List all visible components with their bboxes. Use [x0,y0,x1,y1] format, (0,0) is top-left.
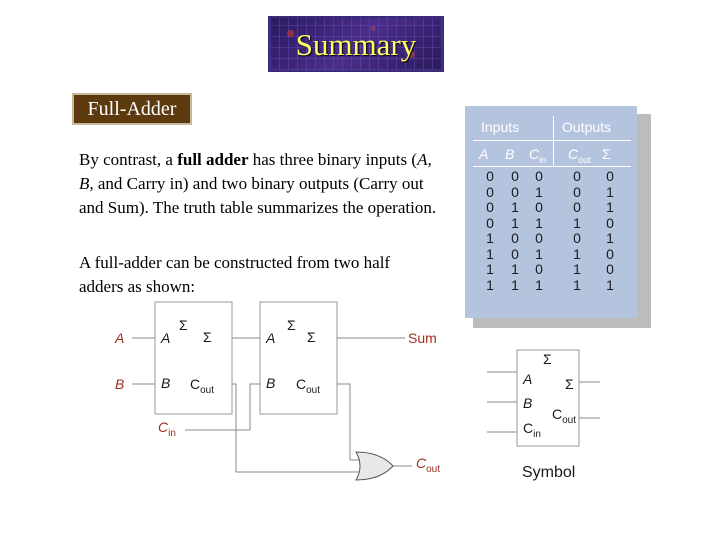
truth-table-cell: 1 [535,276,543,293]
truth-table-cell: 1 [511,214,519,231]
truth-table-cell: 1 [486,245,494,262]
truth-table-cell: 0 [486,168,494,184]
cout-output-label: $C_{out}$ [416,455,441,475]
paragraph-bold-term: full adder [177,150,249,169]
truth-table-cell: 1 [535,245,543,262]
truth-table-cell: 0 [486,183,494,200]
input-cin-label: $C_{in}$ [158,419,176,439]
truth-table-cell: 0 [511,168,519,184]
truth-table-cell: 0 [511,230,519,246]
col-cin-sub: in [539,154,547,165]
ha2-sigma-top: Σ [287,317,296,333]
truth-table-cell: 1 [535,214,543,231]
truth-table-cell: 0 [535,199,543,215]
outputs-header: Outputs [562,119,612,135]
ha1-sum-label: Σ [203,329,212,345]
section-label: Full-Adder [72,93,192,125]
symbol-caption: Symbol [522,464,576,481]
or-gate [356,452,393,480]
truth-table-cell: 1 [606,276,614,293]
truth-table-cell: 1 [606,183,614,200]
truth-table-cell: 0 [606,261,614,277]
truth-table-cell: 1 [486,230,494,246]
paragraph-text: and Carry in) and two binary outputs (Carry out and Sum). The truth table summarizes the operation. [79,174,437,217]
truth-table-cell: 0 [486,199,494,215]
truth-table-cell: 1 [606,199,614,215]
truth-table-cell: 0 [573,230,581,246]
truth-table-cell: 0 [573,199,581,215]
construction-paragraph: A full-adder can be constructed from two half adders as shown: [79,253,391,296]
paragraph-text: , [427,150,432,169]
truth-table-cell: 1 [573,276,581,293]
sum-output-label: Sum [408,330,437,346]
ha2-a-label: A [266,330,276,346]
symbol-a-label: A [523,371,533,387]
truth-table-cell: 0 [573,168,581,184]
symbol-sum-label: Σ [565,376,574,392]
truth-table-cell: 1 [511,276,519,293]
col-cout-letter: C [568,146,579,162]
truth-table-cell: 0 [535,261,543,277]
symbol-cout-label: $C_{out}$ [552,406,577,426]
truth-table-cell: 0 [486,214,494,231]
paragraph-text: By contrast, a [79,150,178,169]
symbol-b-label: B [523,395,533,411]
truth-table-cell: 1 [573,261,581,277]
paragraph-text: has three binary inputs ( [248,150,418,169]
ha1-cout-label: $C_{out}$ [190,376,215,396]
truth-table-cell: 1 [573,214,581,231]
half-adder-1 [155,302,232,414]
col-cin-letter: C [529,146,540,162]
truth-table-cell: 0 [606,214,614,231]
truth-table-cell: 0 [511,183,519,200]
wire-cout2 [337,384,368,460]
ha2-cout-label: $C_{out}$ [296,376,321,396]
truth-table-cell: 1 [511,261,519,277]
truth-table-cell: 0 [573,183,581,200]
truth-table-cell: 1 [535,183,543,200]
inputs-header: Inputs [481,119,520,135]
col-a-header: A [479,146,489,162]
paragraph-italic: A [417,150,428,169]
truth-table-cell: 0 [511,245,519,262]
symbol-sigma-top: Σ [543,351,552,367]
truth-table-cell: 0 [606,168,614,184]
truth-table-cell: 0 [535,168,543,184]
ha1-sigma-top: Σ [179,317,188,333]
paragraph-italic: B, [79,174,94,193]
half-adder-2 [260,302,337,414]
truth-table-cell: 1 [486,276,494,293]
truth-table-cell: 1 [511,199,519,215]
col-cout-sub: out [578,154,591,165]
col-b-header: B [505,146,515,162]
ha2-sum-label: Σ [307,329,316,345]
symbol-cin-label: $C_{in}$ [523,420,541,440]
slide-title: Summary [295,26,417,62]
col-sum-header: Σ [602,146,611,162]
truth-table-cell: 0 [535,230,543,246]
truth-table-cell: 0 [606,245,614,262]
truth-table-cell: 1 [606,230,614,246]
ha2-b-label: B [266,375,276,391]
ha1-a-label: A [161,330,171,346]
ha1-b-label: B [161,375,171,391]
truth-table-cell: 1 [486,261,494,277]
input-a-label: A [115,330,125,346]
truth-table-cell: 1 [573,245,581,262]
input-b-label: B [115,376,125,392]
